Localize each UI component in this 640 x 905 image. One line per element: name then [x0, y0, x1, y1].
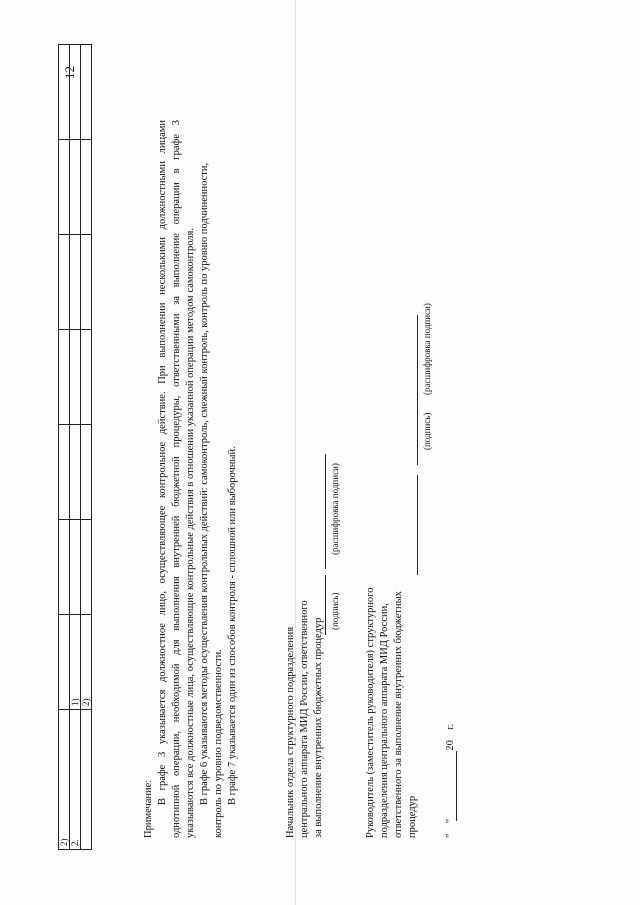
table-cell	[70, 235, 81, 330]
table-cell-label	[70, 710, 81, 850]
page-number: 12	[62, 66, 77, 79]
table-cell	[59, 520, 70, 615]
row-number: 1)	[70, 698, 80, 706]
row-number: 2)	[59, 838, 69, 846]
table-row	[70, 45, 81, 850]
section-number: 2.	[70, 839, 80, 846]
signature1-decode-line	[324, 454, 326, 569]
table-cell	[70, 45, 81, 140]
table-cell-label	[59, 710, 70, 850]
table-cell	[81, 45, 92, 140]
table-row	[59, 45, 70, 850]
date-day-line	[455, 751, 457, 821]
signature1-title-line-1: Начальник отдела структурного подразделения	[285, 626, 296, 838]
signature1-title-line-3: за выполнение внутренних бюджетных процедур	[313, 617, 324, 838]
signature2-sign-line	[416, 475, 418, 575]
signature1-title-line-2: центрального аппарата МИД России, ответственного	[299, 600, 310, 838]
signature2-title-line-1: Руководитель (заместитель руководителя) структурного	[365, 587, 376, 838]
table-cell	[59, 330, 70, 425]
note-line-4: В графе 6 указываются методы осуществления контрольных действий: самоконтроль, смежный контроль, контроль по уровню подчиненности,	[199, 162, 210, 805]
signature2-decode-label: (расшифровка подписи)	[422, 303, 432, 395]
table-cell	[81, 710, 92, 850]
signature2-sign-label: (подпись)	[422, 412, 432, 450]
table-cell	[70, 140, 81, 235]
table-cell-label	[70, 615, 81, 710]
note-line-6: В графе 7 указывается один из способов контроля - сплошной или выборочный.	[227, 446, 238, 805]
signature1-decode-label: (расшифровка подписи)	[330, 463, 340, 555]
signature1-sign-label: (подпись)	[330, 592, 340, 630]
table-cell	[70, 520, 81, 615]
table-cell	[59, 140, 70, 235]
table-cell-label	[81, 615, 92, 710]
signature2-title-line-4: процедур	[407, 795, 418, 838]
note-line-5: контроль по уровню подведомственности.	[213, 649, 224, 838]
signature2-title-line-2: подразделения центрального аппарата МИД России,	[379, 603, 390, 838]
table-cell	[59, 235, 70, 330]
table-cell	[59, 615, 70, 710]
table-cell	[59, 425, 70, 520]
signature1-sign-line	[324, 575, 326, 635]
note-line-3: указываются все должностные лица, осуществляющие контрольные действия в отношении указанной операции методом самоконтроля.	[185, 228, 196, 838]
date-line: " " 20 г.	[445, 723, 456, 838]
signature2-title-line-3: ответственного за выполнение внутренних бюджетных	[393, 591, 404, 838]
table-cell	[81, 330, 92, 425]
table-cell	[81, 425, 92, 520]
row-number: 2)	[81, 698, 91, 706]
table-row	[81, 45, 92, 850]
table-cell	[81, 140, 92, 235]
table-cell	[81, 520, 92, 615]
table-cell	[70, 425, 81, 520]
note-heading: Примечание:	[143, 779, 154, 838]
table-cell	[70, 330, 81, 425]
note-line-1: В графе 3 указывается должностное лицо, осуществляющее контрольное действие. При выполнении несколькими должностными лицами	[157, 120, 168, 805]
table-cell	[59, 45, 70, 140]
procedure-table	[58, 44, 92, 850]
signature2-decode-line	[416, 315, 418, 465]
table-cell	[81, 235, 92, 330]
note-line-2: однотипной операции, необходимой для выполнения внутренней бюджетной процедуры, ответственными за выполнение операции в графе 3	[171, 120, 182, 838]
